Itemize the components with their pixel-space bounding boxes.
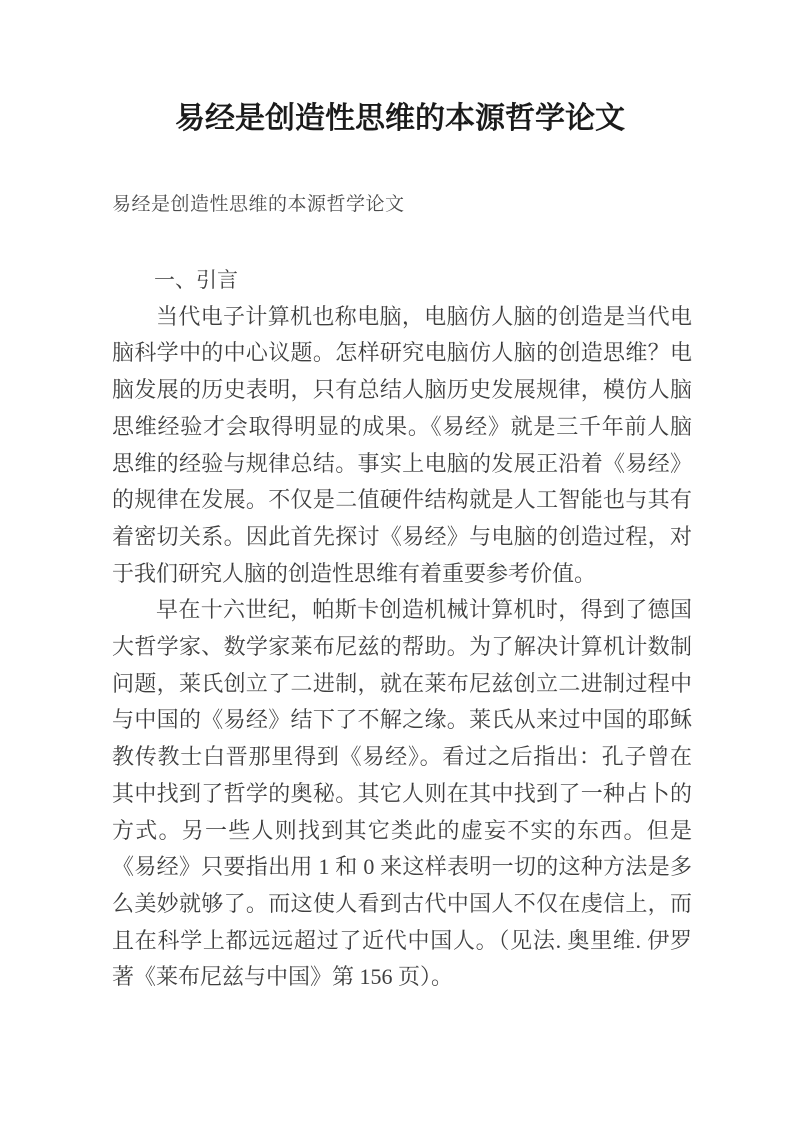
text-line: 教传教士白晋那里得到《易经》。看过之后指出：孔子曾在 [112,744,692,770]
text-line: 与中国的《易经》结下了不解之缘。莱氏从来过中国的耶稣 [112,707,692,733]
text-line: 思维的经验与规律总结。事实上电脑的发展正沿着《易经》 [112,450,692,476]
text-line: 脑科学中的中心议题。怎样研究电脑仿人脑的创造思维？电 [112,340,692,366]
paragraph [112,592,692,996]
text-line: 问题，莱氏创立了二进制，就在莱布尼兹创立二进制过程中 [112,670,692,696]
text-line: 脑发展的历史表明，只有总结人脑历史发展规律，模仿人脑 [112,377,692,403]
paragraph [112,299,692,593]
text-line: 么美妙就够了。而这使人看到古代中国人不仅在虔信上，而 [112,890,692,916]
paragraphs-container [112,299,692,996]
document-body [112,262,692,996]
text-line: 当代电子计算机也称电脑，电脑仿人脑的创造是当代电 [156,303,692,329]
text-line: 于我们研究人脑的创造性思维有着重要参考价值。 [112,560,597,586]
text-line: 着密切关系。因此首先探讨《易经》与电脑的创造过程，对 [112,523,692,549]
text-line: 且在科学上都远远超过了近代中国人。（见法. 奥里维. 伊罗 [112,927,692,953]
text-line: 方式。另一些人则找到其它类此的虚妄不实的东西。但是 [112,817,692,843]
text-line: 《易经》只要指出用 1 和 0 来这样表明一切的这种方法是多 [112,854,692,880]
document-subtitle: 易经是创造性思维的本源哲学论文 [112,194,405,215]
text-line: 大哲学家、数学家莱布尼兹的帮助。为了解决计算机计数制 [112,634,692,660]
section-heading: 一、引言 [154,268,238,292]
text-line: 思维经验才会取得明显的成果。《易经》就是三千年前人脑 [112,413,692,439]
text-line: 著《莱布尼兹与中国》第 156 页）。 [112,964,454,990]
text-line: 其中找到了哲学的奥秘。其它人则在其中找到了一种占卜的 [112,780,692,806]
text-line: 的规律在发展。不仅是二值硬件结构就是人工智能也与其有 [112,487,692,513]
document-title: 易经是创造性思维的本源哲学论文 [175,102,625,135]
text-line: 早在十六世纪，帕斯卡创造机械计算机时，得到了德国 [156,597,692,623]
